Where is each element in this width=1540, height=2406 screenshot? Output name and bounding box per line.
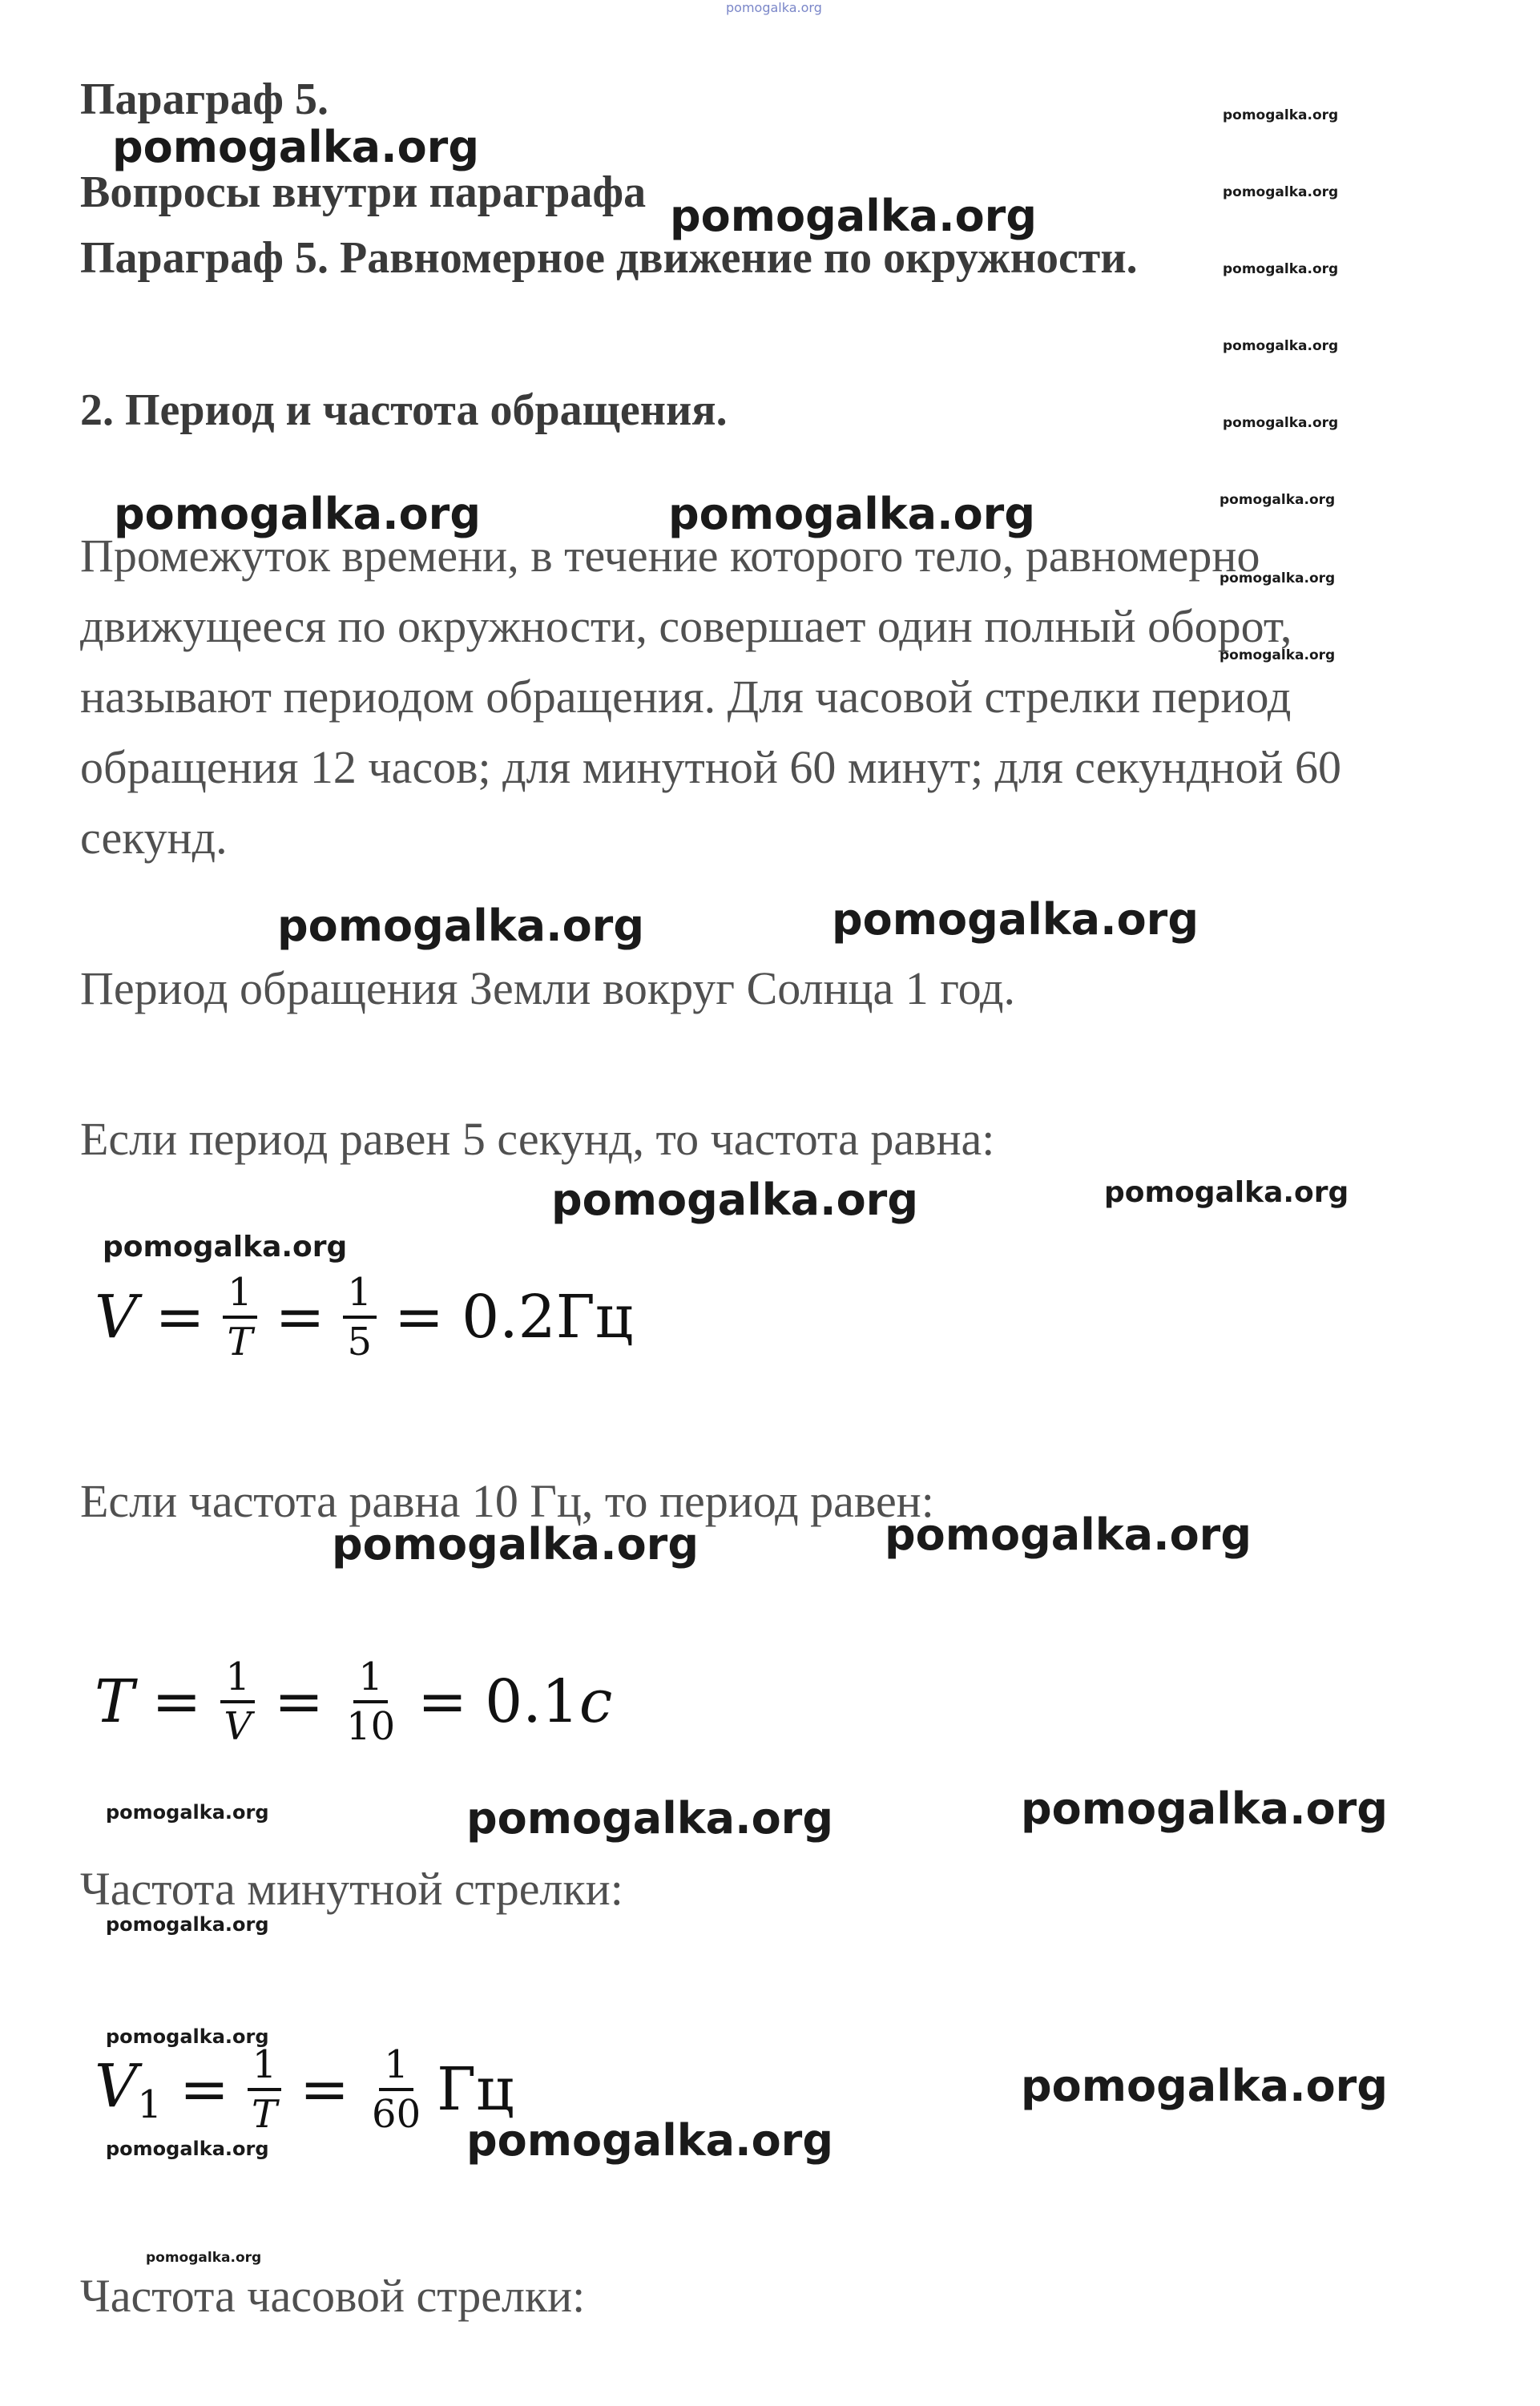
watermark-text: pomogalka.org — [1021, 1783, 1388, 1834]
watermark-text: pomogalka.org — [1223, 261, 1339, 277]
formula-period — [95, 1654, 613, 1750]
watermark-text: pomogalka.org — [106, 2138, 269, 2160]
watermark-text: pomogalka.org — [668, 489, 1035, 539]
fraction-denominator: 60 — [372, 2092, 421, 2138]
watermark-text: pomogalka.org — [466, 2115, 833, 2166]
paragraph-hour-hand: Частота часовой стрелки: — [80, 2270, 586, 2322]
formula-symbol: V — [95, 1283, 138, 1352]
formula-equals: = — [417, 1667, 468, 1737]
heading-section: 2. Период и частота обращения. — [80, 385, 728, 435]
watermark-text: pomogalka.org — [112, 122, 479, 172]
watermark-text: pomogalka.org — [114, 489, 481, 539]
fraction-denominator: T — [227, 1320, 253, 1365]
paragraph-earth-period: Период обращения Земли вокруг Солнца 1 год. — [80, 962, 1015, 1014]
formula-symbol — [95, 2052, 162, 2127]
fraction-numerator: 1 — [353, 1657, 388, 1703]
fraction-numerator: 1 — [248, 2045, 282, 2091]
heading-paragraph: Параграф 5. — [80, 75, 329, 124]
formula-equals: = — [274, 1667, 325, 1737]
formula-fraction — [247, 2042, 282, 2138]
watermark-text: pomogalka.org — [670, 191, 1037, 241]
paragraph-period-intro: Если частота равна 10 Гц, то период равен: — [80, 1475, 934, 1527]
watermark-text: pomogalka.org — [106, 1801, 269, 1824]
fraction-denominator: 10 — [346, 1704, 396, 1750]
watermark-text: pomogalka.org — [103, 1231, 348, 1263]
heading-topic: Параграф 5. Равномерное движение по окружности. — [80, 233, 1138, 283]
header-url-link[interactable]: pomogalka.org — [726, 0, 822, 15]
watermark-text: pomogalka.org — [832, 894, 1199, 945]
watermark-text: pomogalka.org — [1223, 338, 1339, 354]
watermark-text: pomogalka.org — [146, 2250, 262, 2266]
fraction-denominator: V — [224, 1704, 252, 1750]
formula-subscript: 1 — [137, 2082, 162, 2128]
fraction-numerator: 1 — [223, 1272, 257, 1319]
watermark-text: pomogalka.org — [106, 2025, 269, 2048]
formula-symbol: T — [95, 1667, 135, 1737]
watermark-text: pomogalka.org — [106, 1913, 269, 1936]
formula-minute-hand — [95, 2042, 514, 2138]
formula-symbol-letter: V — [95, 2052, 138, 2122]
formula-equals: = — [394, 1283, 445, 1352]
formula-fraction — [367, 2042, 425, 2138]
formula-equals: = — [275, 1283, 325, 1352]
watermark-text: pomogalka.org — [1220, 647, 1336, 663]
formula-fraction — [222, 1272, 257, 1363]
fraction-numerator: 1 — [343, 1272, 377, 1319]
watermark-text: pomogalka.org — [551, 1175, 918, 1225]
paragraph-frequency-intro: Если период равен 5 секунд, то частота равна: — [80, 1113, 995, 1165]
formula-unit: Гц — [437, 2055, 514, 2125]
fraction-numerator: 1 — [220, 1657, 255, 1703]
formula-unit: c — [579, 1667, 613, 1737]
watermark-text: pomogalka.org — [332, 1519, 699, 1570]
formula-equals: = — [155, 1283, 205, 1352]
formula-equals: = — [151, 1667, 202, 1737]
watermark-text: pomogalka.org — [466, 1793, 833, 1844]
fraction-denominator: T — [252, 2092, 278, 2138]
formula-equals: = — [300, 2055, 350, 2125]
watermark-text: pomogalka.org — [277, 901, 644, 951]
fraction-denominator: 5 — [347, 1320, 373, 1365]
watermark-text: pomogalka.org — [1021, 2061, 1388, 2111]
formula-result: 0.2Гц — [462, 1283, 634, 1352]
watermark-text: pomogalka.org — [1104, 1176, 1349, 1209]
heading-questions: Вопросы внутри параграфа — [80, 167, 647, 217]
formula-fraction — [343, 1272, 377, 1363]
watermark-text: pomogalka.org — [1223, 184, 1339, 200]
watermark-text: pomogalka.org — [885, 1509, 1252, 1560]
watermark-text: pomogalka.org — [1220, 492, 1336, 508]
paragraph-minute-hand: Частота минутной стрелки: — [80, 1863, 623, 1915]
formula-fraction — [341, 1654, 400, 1750]
fraction-numerator: 1 — [379, 2045, 413, 2091]
watermark-text: pomogalka.org — [1220, 570, 1336, 586]
formula-frequency — [95, 1272, 633, 1363]
formula-result: 0.1 — [485, 1667, 579, 1737]
formula-fraction — [219, 1654, 256, 1750]
formula-equals: = — [179, 2055, 230, 2125]
watermark-text: pomogalka.org — [1223, 415, 1339, 431]
watermark-text: pomogalka.org — [1223, 107, 1339, 123]
paragraph-period-definition: Промежуток времени, в течение которого тело, равномерно движущееся по окружности, совершает один полный оборот, называют периодом обращения. Для часовой стрелки период обращения 12 часов; для минутной 60 минут; для секундной 60 секунд. — [80, 530, 1341, 864]
